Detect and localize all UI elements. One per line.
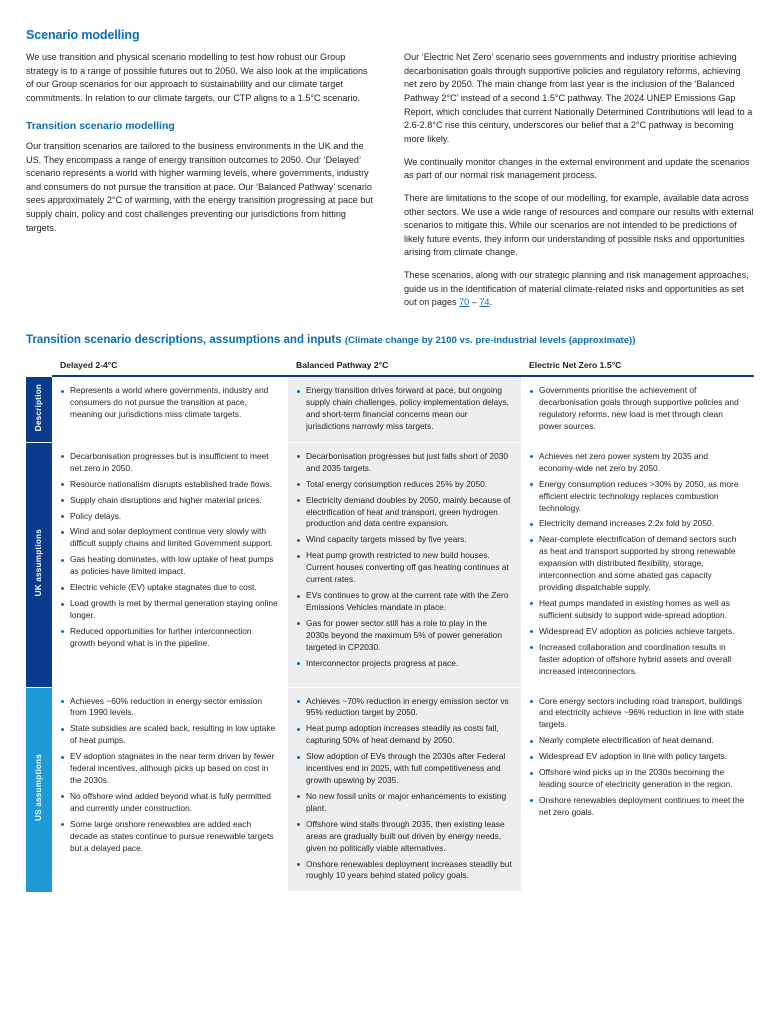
intro-subheading: Transition scenario modelling: [26, 119, 175, 132]
list-item: Total energy consumption reduces 25% by 2050.: [297, 479, 512, 491]
list-item: Offshore wind stalls through 2035, then existing lease areas are gradually built out driven by energy needs, given no politically viable alternatives.: [297, 819, 512, 855]
page-reference-separator: –: [469, 297, 480, 308]
scenario-table: [26, 356, 754, 893]
table-title-main: Transition scenario descriptions, assumptions and inputs: [26, 334, 345, 347]
table-row: [26, 376, 754, 442]
cell-uk-electric: [521, 442, 754, 687]
bullet-list: [61, 451, 279, 650]
table-row: [26, 687, 754, 892]
list-item: Supply chain disruptions and higher material prices.: [61, 495, 279, 507]
list-item: Reduced opportunities for further interconnection growth beyond what is in the pipeline.: [61, 626, 279, 650]
row-label-uk-assumptions: [26, 442, 52, 687]
list-item: Some large onshore renewables are added each decade as states continue to pursue renewable targets but a delayed pace.: [61, 819, 279, 855]
list-item: Heat pump adoption increases steadily as costs fall, capturing 50% of heat demand by 2050.: [297, 723, 512, 747]
page-title: Scenario modelling: [26, 28, 140, 42]
list-item: Near-complete electrification of demand sectors such as heat and transport supported by strong renewable expansion with distributed flexibility, storage, interconnection and some abated gas capacity providing dispatchable supply.: [530, 534, 745, 594]
cell-uk-delayed: [52, 442, 288, 687]
list-item: Nearly complete electrification of heat demand.: [530, 735, 745, 747]
table-header-row: [26, 356, 754, 376]
list-item: Achieves ~70% reduction in energy emission sector vs 95% reduction target by 2050.: [297, 696, 512, 720]
intro-paragraph-4: We continually monitor changes in the external environment and update the scenarios as part of our normal risk management process.: [404, 156, 750, 181]
bullet-list: [297, 451, 512, 670]
intro-paragraph-5: There are limitations to the scope of our modelling, for example, available data across other sectors. We use a wide range of resources and compare our results with external scenarios to mitigate this. While our scenarios are not intended to be predictions of likely future events, they inform our understanding of possible risks and opportunities arising from climate change.: [404, 192, 754, 258]
cell-us-balanced: [288, 687, 521, 892]
list-item: Energy transition drives forward at pace, but ongoing supply chain challenges, policy implementation delays, and short-term financial concerns mean our jurisdictions narrowly miss targets.: [297, 385, 512, 433]
list-item: Slow adoption of EVs through the 2030s after Federal incentives end in 2025, with full competitiveness and growth upswing by 2035.: [297, 751, 512, 787]
list-item: Governments prioritise the achievement of decarbonisation goals through supportive policies and regulatory reforms, new load is met through clean power sources.: [530, 385, 745, 433]
cell-description-electric: [521, 376, 754, 442]
list-item: EV adoption stagnates in the near term driven by fewer federal incentives, although picks up based on cost in the 2030s.: [61, 751, 279, 787]
list-item: Resource nationalism disrupts established trade flows.: [61, 479, 279, 491]
bullet-list: [530, 385, 745, 433]
list-item: Gas for power sector still has a role to play in the 2030s beyond the maximum 5% of power generation targeted in CP2030.: [297, 618, 512, 654]
list-item: Achieves net zero power system by 2035 and economy-wide net zero by 2050.: [530, 451, 745, 475]
bullet-list: [61, 385, 279, 421]
list-item: Widespread EV adoption in line with policy targets.: [530, 751, 745, 763]
intro-left-column: [26, 51, 376, 235]
cell-us-delayed: [52, 687, 288, 892]
list-item: No new fossil units or major enhancements to existing plant.: [297, 791, 512, 815]
row-label-uk-assumptions-text: UK assumptions: [34, 528, 44, 597]
row-label-description-text: Description: [34, 383, 44, 431]
intro-paragraph-6-text: These scenarios, along with our strategic planning and risk management approaches, guide us in the identification of material climate-related risks and opportunities as set out on pages: [404, 270, 749, 308]
list-item: Offshore wind picks up in the 2030s becoming the leading source of electricity generation in the region.: [530, 767, 745, 791]
list-item: Electricity demand doubles by 2050, mainly because of electrification of heat and transport, green hydrogen production and data centre expansion.: [297, 495, 512, 531]
intro-paragraph-2: Our transition scenarios are tailored to the business environments in the UK and the US. They encompass a range of energy transition outcomes to 2050. Our ‘Delayed’ scenario represents a world with higher warming levels, where governments, industry and consumers do not pursue the transition at pace. Our ‘Balanced Pathway’ scenario sees approximately 2°C of warming, with the energy transition progressing at pace but supply chain, policy and cost challenges preventing our jurisdictions from hitting targets.: [26, 140, 373, 233]
intro-paragraph-3: Our ‘Electric Net Zero’ scenario sees governments and industry prioritise achieving decarbonisation goals through supportive policies and regulatory reforms, achieving net zero by 2050. The main change from last year is the inclusion of the ‘Balanced Pathway 2°C’ instead of a second 1.5°C pathway. The 2024 UNEP Emissions Gap Report, which concludes that current Nationally Determined Contributions will lead to a 2.6-2.8°C rise this century, underscores our belief that a 2°C pathway is becoming more likely.: [404, 52, 753, 144]
list-item: Energy consumption reduces >30% by 2050, as more efficient electric technology replaces combustion technology.: [530, 479, 745, 515]
list-item: Electricity demand increases 2.2x fold by 2050.: [530, 518, 745, 530]
column-header-electric: Electric Net Zero 1.5°C: [521, 356, 754, 376]
list-item: EVs continues to grow at the current rate with the Zero Emissions Vehicles mandate in place.: [297, 590, 512, 614]
bullet-list: [530, 451, 745, 678]
intro-right-column: [404, 51, 754, 310]
page-reference-link-70[interactable]: 70: [459, 297, 470, 308]
list-item: Widespread EV adoption as policies achieve targets.: [530, 626, 745, 638]
bullet-list: [297, 696, 512, 883]
intro-paragraph-1: We use transition and physical scenario modelling to test how robust our Group strategy is to a range of possible futures out to 2050. We also look at the implications of our Group scenarios for our approach to sustainability and our climate target commitments. In relation to our climate targets, our CTP aligns to a 1.5°C scenario.: [26, 52, 368, 104]
table-row: [26, 442, 754, 687]
list-item: Onshore renewables deployment continues to meet the net zero goals.: [530, 795, 745, 819]
list-item: Decarbonisation progresses but just falls short of 2030 and 2035 targets.: [297, 451, 512, 475]
column-header-balanced: Balanced Pathway 2°C: [288, 356, 521, 376]
row-label-description: [26, 376, 52, 442]
list-item: Wind and solar deployment continue very slowly with difficult supply chains and limited Government support.: [61, 526, 279, 550]
list-item: Heat pumps mandated in existing homes as well as sufficient subsidy to support wide-spread adoption.: [530, 598, 745, 622]
page-reference-link-74[interactable]: 74: [479, 297, 490, 308]
list-item: Core energy sectors including road transport, buildings and electricity achieve ~96% reduction in line with state targets.: [530, 696, 745, 732]
list-item: Achieves ~60% reduction in energy sector emission from 1990 levels.: [61, 696, 279, 720]
cell-uk-balanced: [288, 442, 521, 687]
bullet-list: [297, 385, 512, 433]
list-item: Gas heating dominates, with low uptake of heat pumps as policies have limited impact.: [61, 554, 279, 578]
list-item: Interconnector projects progress at pace.: [297, 658, 512, 670]
cell-description-delayed: [52, 376, 288, 442]
list-item: Heat pump growth restricted to new build houses. Current houses converting off gas heating continues at current rates.: [297, 550, 512, 586]
bullet-list: [61, 696, 279, 855]
list-item: Wind capacity targets missed by five years.: [297, 534, 512, 546]
row-label-us-assumptions-text: US assumptions: [34, 754, 44, 822]
list-item: Onshore renewables deployment increases steadily but roughly 10 years behind stated policy goals.: [297, 859, 512, 883]
page-reference-period: .: [489, 297, 493, 308]
cell-us-electric: [521, 687, 754, 892]
list-item: Load growth is met by thermal generation staying online longer.: [61, 598, 279, 622]
spine-header-blank: [26, 356, 52, 376]
list-item: No offshore wind added beyond what is fully permitted and currently under construction.: [61, 791, 279, 815]
cell-description-balanced: [288, 376, 521, 442]
row-label-us-assumptions: [26, 687, 52, 892]
list-item: Policy delays.: [61, 511, 279, 523]
intro-paragraph-6: [404, 269, 754, 310]
list-item: State subsidies are scaled back, resulting in low uptake of heat pumps.: [61, 723, 279, 747]
table-title: [26, 332, 754, 349]
intro-columns: [26, 51, 754, 310]
list-item: Electric vehicle (EV) uptake stagnates due to cost.: [61, 582, 279, 594]
list-item: Decarbonisation progresses but is insufficient to meet net zero in 2050.: [61, 451, 279, 475]
table-title-parenthetical: (Climate change by 2100 vs. pre-industrial levels (approximate)): [344, 335, 636, 347]
bullet-list: [530, 696, 745, 819]
list-item: Increased collaboration and coordination results in faster adoption of offshore hybrid assets and overall increased interconnectors.: [530, 642, 745, 678]
column-header-delayed: Delayed 2-4°C: [52, 356, 288, 376]
list-item: Represents a world where governments, industry and consumers do not pursue the transition at pace, meaning our jurisdictions miss climate targets.: [61, 385, 279, 421]
